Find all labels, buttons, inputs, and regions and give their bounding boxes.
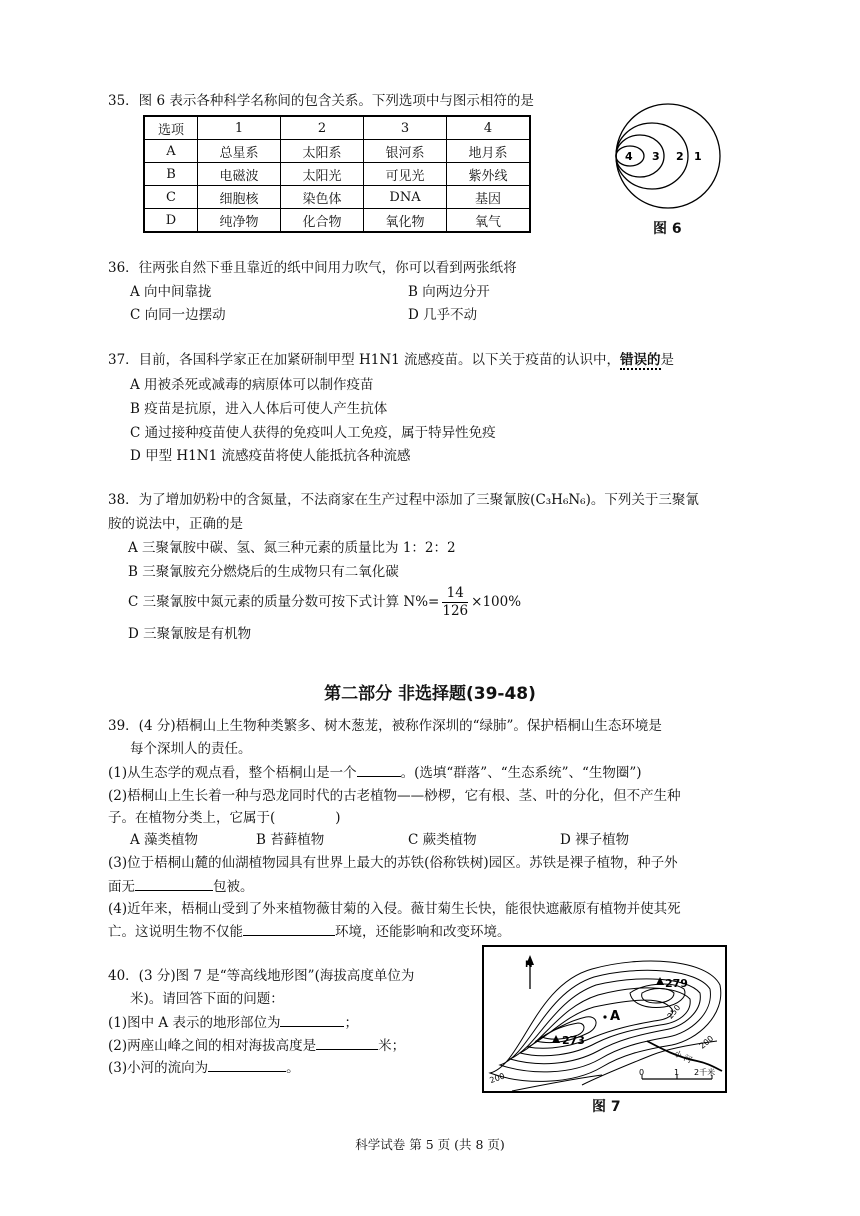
- contour-200-label: 200: [488, 1071, 506, 1086]
- table-cell: A: [144, 140, 198, 163]
- table-cell: 地月系: [447, 140, 531, 163]
- section-title: 第二部分 非选择题(39-48): [324, 684, 536, 704]
- figure-6-caption: 图 6: [653, 221, 682, 237]
- table-cell: 基因: [447, 186, 531, 209]
- table-cell: 氧气: [447, 209, 531, 233]
- river-label: 小 河: [672, 1048, 694, 1065]
- q39-part2-line2: [108, 808, 341, 828]
- q38-option-c: [128, 584, 521, 620]
- q36-option-b: B 向两边分开: [408, 284, 490, 300]
- table-cell: 4: [447, 116, 531, 140]
- peak-273-label: 273: [562, 1034, 585, 1047]
- table-cell: 1: [198, 116, 281, 140]
- table-cell: 选项: [144, 116, 198, 140]
- table-cell: DNA: [364, 186, 447, 209]
- q40-stem-line2: 米)。请回答下面的问题：: [130, 991, 284, 1007]
- q37-stem-tail: 是: [660, 352, 675, 368]
- q40-part3: [108, 1057, 300, 1078]
- table-cell: 可见光: [364, 163, 447, 186]
- q39-option-c: C 蕨类植物: [408, 832, 477, 848]
- contour-250-label: 250: [665, 1003, 683, 1021]
- table-cell: 细胞核: [198, 186, 281, 209]
- q40-stem-line1: 40．(3 分)图 7 是“等高线地形图”(海拔高度单位为: [108, 968, 415, 984]
- circle-label-3: 3: [652, 150, 660, 163]
- table-row: [144, 186, 530, 209]
- answer-blank[interactable]: [208, 1057, 286, 1072]
- q38-option-c-text: C 三聚氰胺中氮元素的质量分数可按下式计算 N%=: [128, 594, 440, 610]
- circle-label-4: 4: [625, 150, 633, 163]
- q36-option-a: A 向中间靠拢: [130, 284, 212, 300]
- table-cell: 染色体: [281, 186, 364, 209]
- point-a-label: A: [610, 1009, 621, 1024]
- table-cell: D: [144, 209, 198, 233]
- q39-option-b: B 苔藓植物: [256, 832, 325, 848]
- table-cell: 化合物: [281, 209, 364, 233]
- q39-option-a: A 藻类植物: [130, 832, 199, 848]
- q39-part3-tail: 包被。: [213, 879, 254, 895]
- q37-stem-text: 37．目前，各国科学家正在加紧研制甲型 H1N1 流感疫苗。以下关于疫苗的认识中，: [108, 352, 621, 368]
- q35-options-table: [143, 115, 531, 233]
- q36-option-d: D 几乎不动: [408, 307, 478, 323]
- scale-tick-0: 0: [639, 1068, 645, 1077]
- figure-7-caption: 图 7: [592, 1099, 621, 1115]
- q38-stem-line2: 胺的说法中，正确的是: [108, 516, 243, 532]
- q37-stem-emphasis: 错误的: [620, 352, 661, 368]
- fraction: [442, 585, 468, 620]
- peak-279-label: 279: [665, 977, 688, 990]
- north-label: N: [525, 960, 533, 970]
- q38-option-c-tail: ×100%: [471, 594, 522, 610]
- q35-stem: 35．图 6 表示各种科学名称间的包含关系。下列选项中与图示相符的是: [108, 93, 534, 109]
- table-cell: 电磁波: [198, 163, 281, 186]
- q39-part1-tail: 。(选填“群落”、“生态系统”、“生物圈”): [400, 765, 642, 781]
- figure-6-nested-circles: [605, 98, 725, 216]
- q37-option-b: B 疫苗是抗原，进入人体后可使人产生抗体: [130, 401, 388, 417]
- q37-option-d: D 甲型 H1N1 流感疫苗将使人能抵抗各种流感: [130, 448, 411, 464]
- q39-part1-text: (1)从生态学的观点看，整个梧桐山是一个: [108, 765, 357, 781]
- table-row: [144, 209, 530, 233]
- q39-option-d: D 裸子植物: [560, 832, 630, 848]
- q40-part3-tail: 。: [286, 1060, 300, 1076]
- q39-part4-line1: (4)近年来，梧桐山受到了外来植物薇甘菊的入侵。薇甘菊生长快，能很快遮蔽原有植物并使其死: [108, 901, 681, 917]
- q39-part4-line2: [108, 921, 511, 942]
- answer-blank[interactable]: [243, 921, 335, 936]
- table-cell: C: [144, 186, 198, 209]
- q37-option-a: A 用被杀死或减毒的病原体可以制作疫苗: [130, 377, 374, 393]
- q37-option-c: C 通过接种疫苗使人获得的免疫叫人工免疫，属于特异性免疫: [130, 425, 496, 441]
- q39-part3-text: 面无: [108, 879, 135, 895]
- answer-blank[interactable]: [135, 876, 213, 891]
- fraction-denominator: 126: [442, 603, 469, 619]
- q40-part1-tail: ；: [344, 1015, 358, 1031]
- table-cell: 纯净物: [198, 209, 281, 233]
- contour-200-label: 200: [697, 1033, 716, 1051]
- q40-part2-text: (2)两座山峰之间的相对海拔高度是: [108, 1038, 317, 1054]
- table-cell: B: [144, 163, 198, 186]
- figure-7-contour-map: [482, 945, 727, 1093]
- q39-part4-text: 亡。这说明生物不仅能: [108, 924, 243, 940]
- table-row: [144, 140, 530, 163]
- q40-part2: [108, 1035, 405, 1056]
- table-cell: 总星系: [198, 140, 281, 163]
- q39-part2-line1: (2)梧桐山上生长着一种与恐龙同时代的古老植物——桫椤，它有根、茎、叶的分化，但不产生种: [108, 788, 681, 804]
- q38-option-b: B 三聚氰胺充分燃烧后的生成物只有二氧化碳: [128, 564, 399, 580]
- q40-part1-text: (1)图中 A 表示的地形部位为: [108, 1015, 281, 1031]
- table-cell: 太阳系: [281, 140, 364, 163]
- table-cell: 太阳光: [281, 163, 364, 186]
- q39-part2-text: 子。在植物分类上，它属于(: [108, 810, 276, 826]
- q36-stem: 36．往两张自然下垂且靠近的纸中间用力吹气，你可以看到两张纸将: [108, 260, 517, 276]
- q36-option-c: C 向同一边摆动: [130, 307, 226, 323]
- q39-stem-line1: 39．(4 分)梧桐山上生物种类繁多、树木葱茏，被称作深圳的“绿肺”。保护梧桐山生态环境是: [108, 718, 662, 734]
- q39-part1: [108, 762, 642, 783]
- table-cell: 银河系: [364, 140, 447, 163]
- circle-label-2: 2: [676, 150, 684, 163]
- scale-tick-1: 1: [674, 1068, 680, 1077]
- q40-part1: [108, 1012, 358, 1033]
- answer-blank[interactable]: [316, 1035, 378, 1050]
- answer-blank[interactable]: [357, 762, 401, 777]
- q40-part2-tail: 米；: [378, 1038, 406, 1054]
- fraction-numerator: 14: [442, 585, 468, 603]
- answer-blank[interactable]: [280, 1012, 344, 1027]
- q38-option-a: A 三聚氰胺中碳、氢、氮三种元素的质量比为 1：2：2: [128, 540, 456, 556]
- table-cell: 3: [364, 116, 447, 140]
- table-header-row: [144, 116, 530, 140]
- q38-option-d: D 三聚氰胺是有机物: [128, 626, 252, 642]
- table-cell: 2: [281, 116, 364, 140]
- table-row: [144, 163, 530, 186]
- table-cell: 氧化物: [364, 209, 447, 233]
- circle-label-1: 1: [694, 150, 702, 163]
- scale-tick-2: 2千米: [694, 1068, 716, 1077]
- q39-stem-line2: 每个深圳人的责任。: [130, 741, 252, 757]
- q38-stem-line1: 38．为了增加奶粉中的含氮量，不法商家在生产过程中添加了三聚氰胺(C₃H₆N₆)。下列关于三聚氰: [108, 492, 699, 508]
- q40-part3-text: (3)小河的流向为: [108, 1060, 209, 1076]
- q39-part2-tail: ): [335, 810, 341, 826]
- q39-part3-line1: (3)位于梧桐山麓的仙湖植物园具有世界上最大的苏铁(俗称铁树)园区。苏铁是裸子植物，种子外: [108, 855, 678, 871]
- page-footer: 科学试卷 第 5 页 (共 8 页): [355, 1137, 505, 1152]
- q37-stem: [108, 350, 674, 370]
- q39-part4-tail: 环境，还能影响和改变环境。: [335, 924, 511, 940]
- table-cell: 紫外线: [447, 163, 531, 186]
- q39-part3-line2: [108, 876, 254, 897]
